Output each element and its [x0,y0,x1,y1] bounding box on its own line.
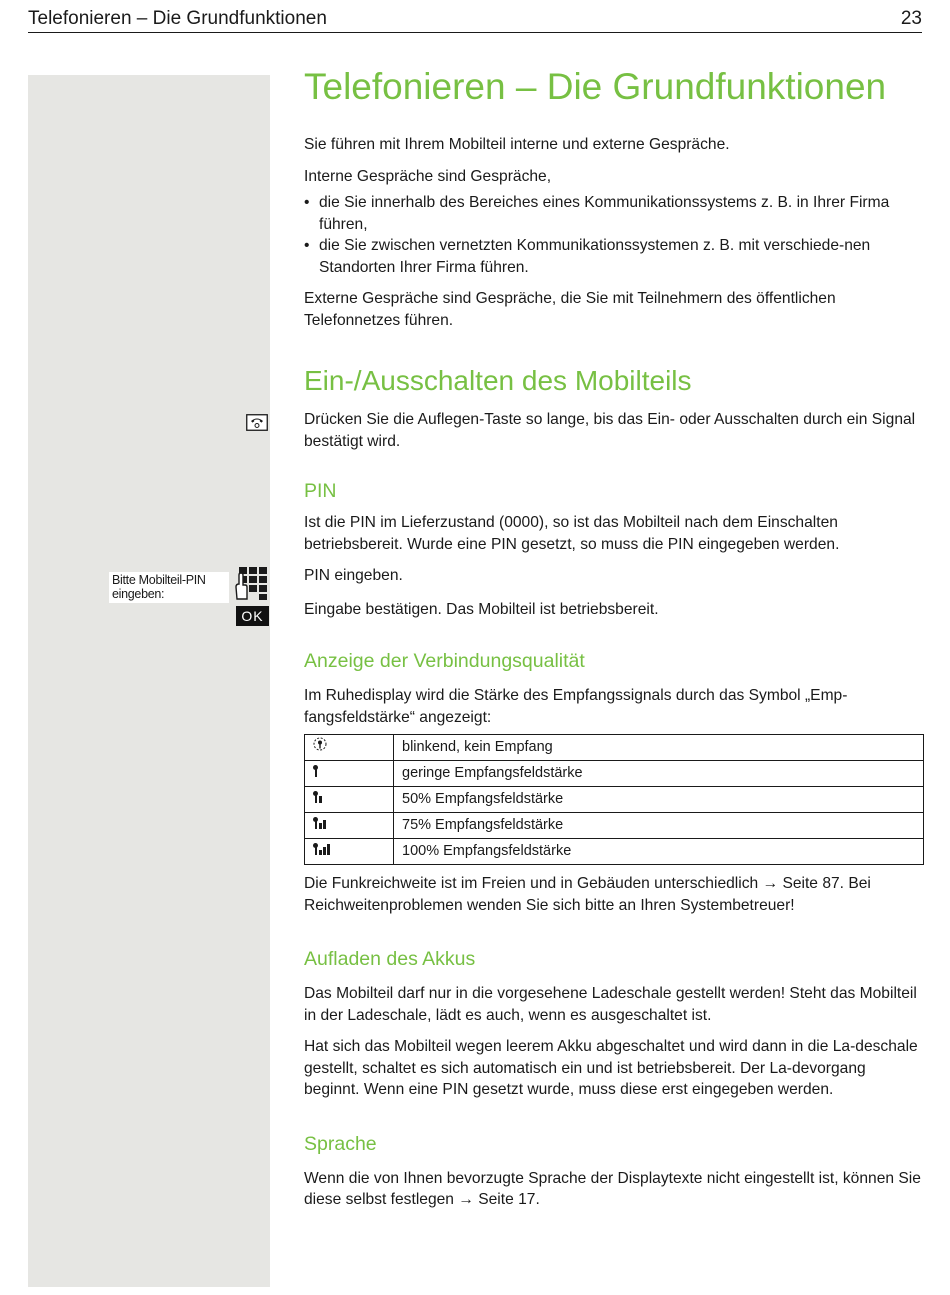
page-number: 23 [900,8,922,29]
battery-text-1: Das Mobilteil darf nur in die vorgesehene Ladeschale gestellt werden! Steht das Mobilteil in der Ladeschale, lädt es auch, wenn es ausgeschaltet ist. [304,985,917,1024]
signal-antenna-icon [313,765,318,777]
page-title: Telefonieren – Die Grundfunktionen [304,66,887,107]
table-row [305,787,924,813]
signal-strength-table [304,734,924,865]
keypad-hand-icon [233,565,269,606]
signal-3-bars-icon [313,843,330,855]
sidebar-margin [28,75,270,1287]
display-prompt: Bitte Mobilteil-PIN eingeben: [109,572,229,603]
end-call-key-icon [246,414,268,436]
pin-text: Ist die PIN im Lieferzustand (0000), so ist das Mobilteil nach dem Einschalten betriebsbereit. Wurde eine PIN gesetzt, so muss die PIN eingegeben werden. [304,514,840,553]
intro-text: Sie führen mit Ihrem Mobilteil interne und externe Gespräche. [304,136,730,153]
table-cell: geringe Empfangsfeldstärke [394,761,924,787]
table-row [305,735,924,761]
power-section-text: Drücken Sie die Auflegen-Taste so lange, bis das Ein- oder Ausschalten durch ein Signal bestätigt wird. [304,411,916,450]
range-note: Die Funkreichweite ist im Freien und in Gebäuden unterschiedlich → Seite 87. Bei Reichweitenproblemen wenden Sie sich bitte an Ihren Systembetreuer! [304,875,871,914]
signal-2-bars-icon [313,817,326,829]
signal-text: Im Ruhedisplay wird die Stärke des Empfangssignals durch das Symbol „Emp-fangsfeldstärke“ angezeigt: [304,687,848,726]
language-text: Wenn die von Ihnen bevorzugte Sprache der Displaytexte nicht eingestellt ist, können Sie diese selbst festlegen → Seite 17. [304,1169,921,1208]
table-cell: 50% Empfangsfeldstärke [394,787,924,813]
signal-heading: Anzeige der Verbindungsqualität [304,650,585,672]
list-item: • die Sie zwischen vernetzten Kommunikationssystemen z. B. mit verschiede-nen Standorten Ihrer Firma führen. [304,235,924,278]
battery-heading: Aufladen des Akkus [304,948,476,970]
language-heading: Sprache [304,1132,377,1155]
battery-text-2: Hat sich das Mobilteil wegen leerem Akku abgeschaltet und wird dann in die La-deschale gestellt, schaltet es sich automatisch ein und ist betriebsbereit. Der La-devorgang beginnt. Wenn eine PIN gesetzt wurde, muss diese erst eingegeben werden. [304,1038,918,1098]
internal-bullet-list [304,192,924,278]
list-item: • die Sie innerhalb des Bereiches eines Kommunikationssystems z. B. in Ihrer Firma führen, [304,192,924,235]
table-row [305,839,924,865]
no-signal-icon [313,739,327,755]
table-cell: blinkend, kein Empfang [394,735,924,761]
main-content [304,62,924,1221]
pin-heading: PIN [304,480,337,502]
power-section-heading: Ein-/Ausschalten des Mobilteils [304,365,692,396]
running-header [28,6,922,33]
pin-step-confirm: Eingabe bestätigen. Das Mobilteil ist betriebsbereit. [304,600,659,618]
running-header-title: Telefonieren – Die Grundfunktionen [28,8,327,29]
pin-step-enter: PIN eingeben. [304,567,403,584]
table-row [305,813,924,839]
table-row [305,761,924,787]
table-cell: 100% Empfangsfeldstärke [394,839,924,865]
internal-lead: Interne Gespräche sind Gespräche, [304,167,552,185]
table-cell: 75% Empfangsfeldstärke [394,813,924,839]
external-text: Externe Gespräche sind Gespräche, die Sie mit Teilnehmern des öffentlichen Telefonnetzes führen. [304,290,836,329]
ok-key[interactable]: OK [236,606,269,626]
signal-1-bar-icon [313,791,322,803]
